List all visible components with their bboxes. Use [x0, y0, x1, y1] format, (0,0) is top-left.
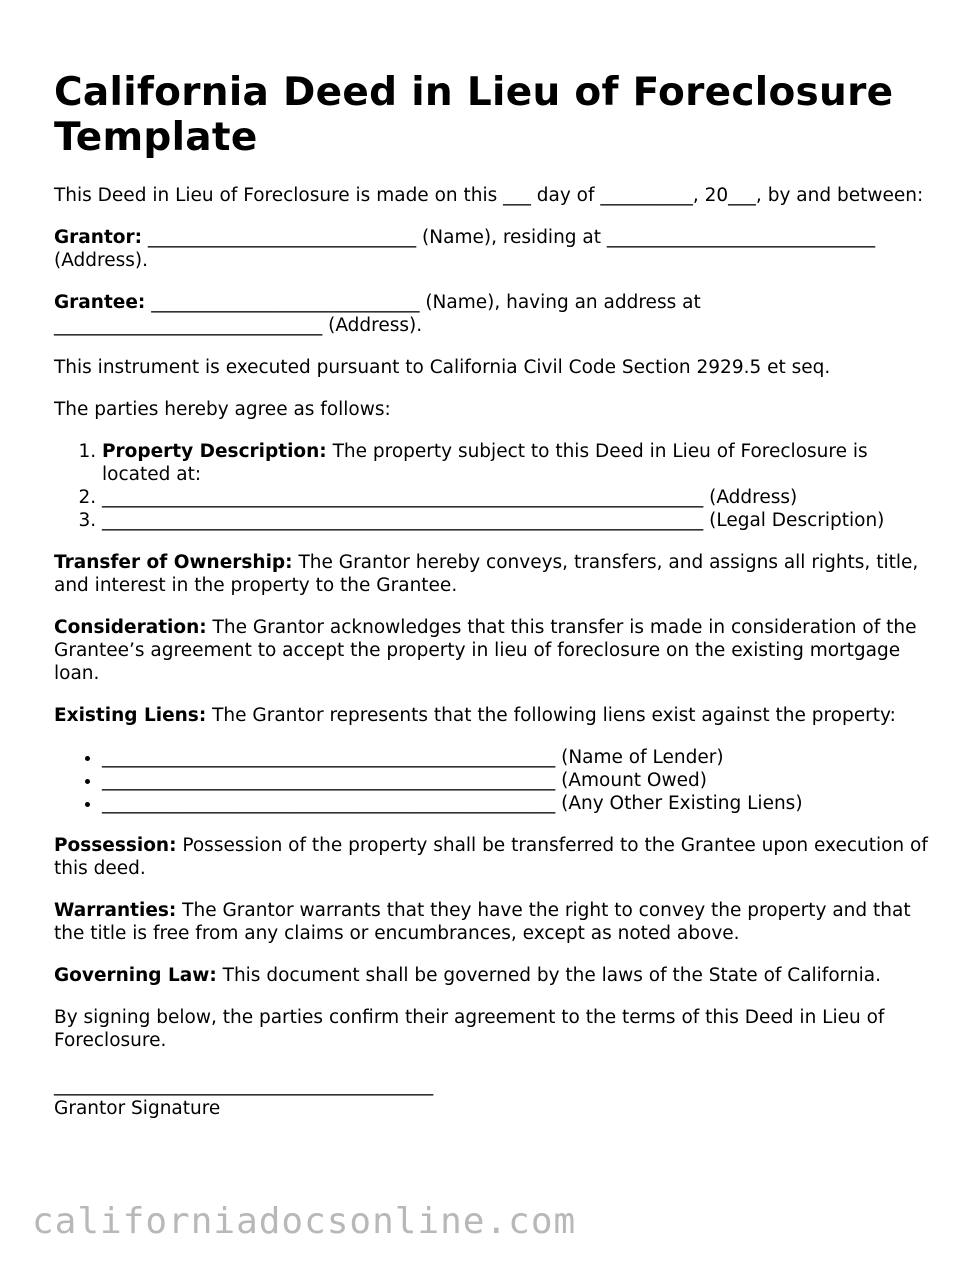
list-item: • _________________________________________________ (Amount Owed): [102, 769, 934, 792]
grantee-label: Grantee:: [54, 292, 146, 313]
closing-paragraph: By signing below, the parties confirm their agreement to the terms of this Deed in Lieu of Foreclosure.: [54, 1007, 885, 1051]
signature-block: [54, 1074, 934, 1120]
warranties-paragraph: [54, 899, 934, 945]
possession-paragraph: [54, 834, 934, 880]
warranties-text: The Grantor warrants that they have the right to convey the property and that the title is free from any claims or encumbrances, except as noted above.: [54, 900, 911, 944]
consideration-label: Consideration:: [54, 617, 207, 638]
liens-text: The Grantor represents that the following liens exist against the property:: [206, 705, 896, 726]
signature-label: Grantor Signature: [54, 1098, 221, 1119]
list-item: [102, 509, 934, 532]
consideration-text: The Grantor acknowledges that this transfer is made in consideration of the Grantee’s agreement to accept the property in lieu of foreclosure on the existing mortgage loan.: [54, 617, 917, 684]
grantor-paragraph: [54, 226, 934, 272]
document-title: California Deed in Lieu of Foreclosure Template: [54, 70, 894, 160]
transfer-label: Transfer of Ownership:: [54, 552, 293, 573]
transfer-paragraph: [54, 551, 934, 597]
property-list: [54, 440, 934, 532]
liens-label: Existing Liens:: [54, 705, 207, 726]
agree-paragraph: The parties hereby agree as follows:: [54, 399, 391, 420]
grantor-text: _____________________________ (Name), residing at _____________________________ (Address).: [54, 227, 876, 271]
possession-text: Possession of the property shall be transferred to the Grantee upon execution of this deed.: [54, 835, 928, 879]
property-address-line: _________________________________________________________________ (Address): [102, 487, 798, 508]
list-item: • _________________________________________________ (Any Other Existing Liens): [102, 792, 934, 815]
warranties-label: Warranties:: [54, 900, 177, 921]
property-description-label: Property Description:: [102, 441, 327, 462]
possession-label: Possession:: [54, 835, 177, 856]
list-item: [102, 440, 934, 486]
watermark: californiadocsonline.com: [32, 1201, 577, 1242]
document-page: [54, 70, 934, 1120]
governing-law-paragraph: [54, 964, 934, 987]
governing-law-text: This document shall be governed by the laws of the State of California.: [216, 965, 882, 986]
grantee-text: _____________________________ (Name), having an address at _____________________________ (Address).: [54, 292, 701, 336]
governing-law-label: Governing Law:: [54, 965, 217, 986]
intro-paragraph: This Deed in Lieu of Foreclosure is made on this ___ day of __________, 20___, by and between:: [54, 185, 924, 206]
grantor-label: Grantor:: [54, 227, 143, 248]
statute-paragraph: This instrument is executed pursuant to California Civil Code Section 2929.5 et seq.: [54, 357, 831, 378]
signature-line: _________________________________________: [54, 1075, 434, 1096]
list-item: • _________________________________________________ (Name of Lender): [102, 746, 934, 769]
liens-list: [54, 746, 934, 815]
property-description-text: The property subject to this Deed in Lieu of Foreclosure is located at:: [102, 441, 868, 485]
list-item: [102, 486, 934, 509]
liens-paragraph: [54, 704, 934, 727]
consideration-paragraph: [54, 616, 934, 685]
grantee-paragraph: [54, 291, 934, 337]
transfer-text: The Grantor hereby conveys, transfers, and assigns all rights, title, and interest in the property to the Grantee.: [54, 552, 919, 596]
property-legal-line: _________________________________________________________________ (Legal Description): [102, 510, 885, 531]
